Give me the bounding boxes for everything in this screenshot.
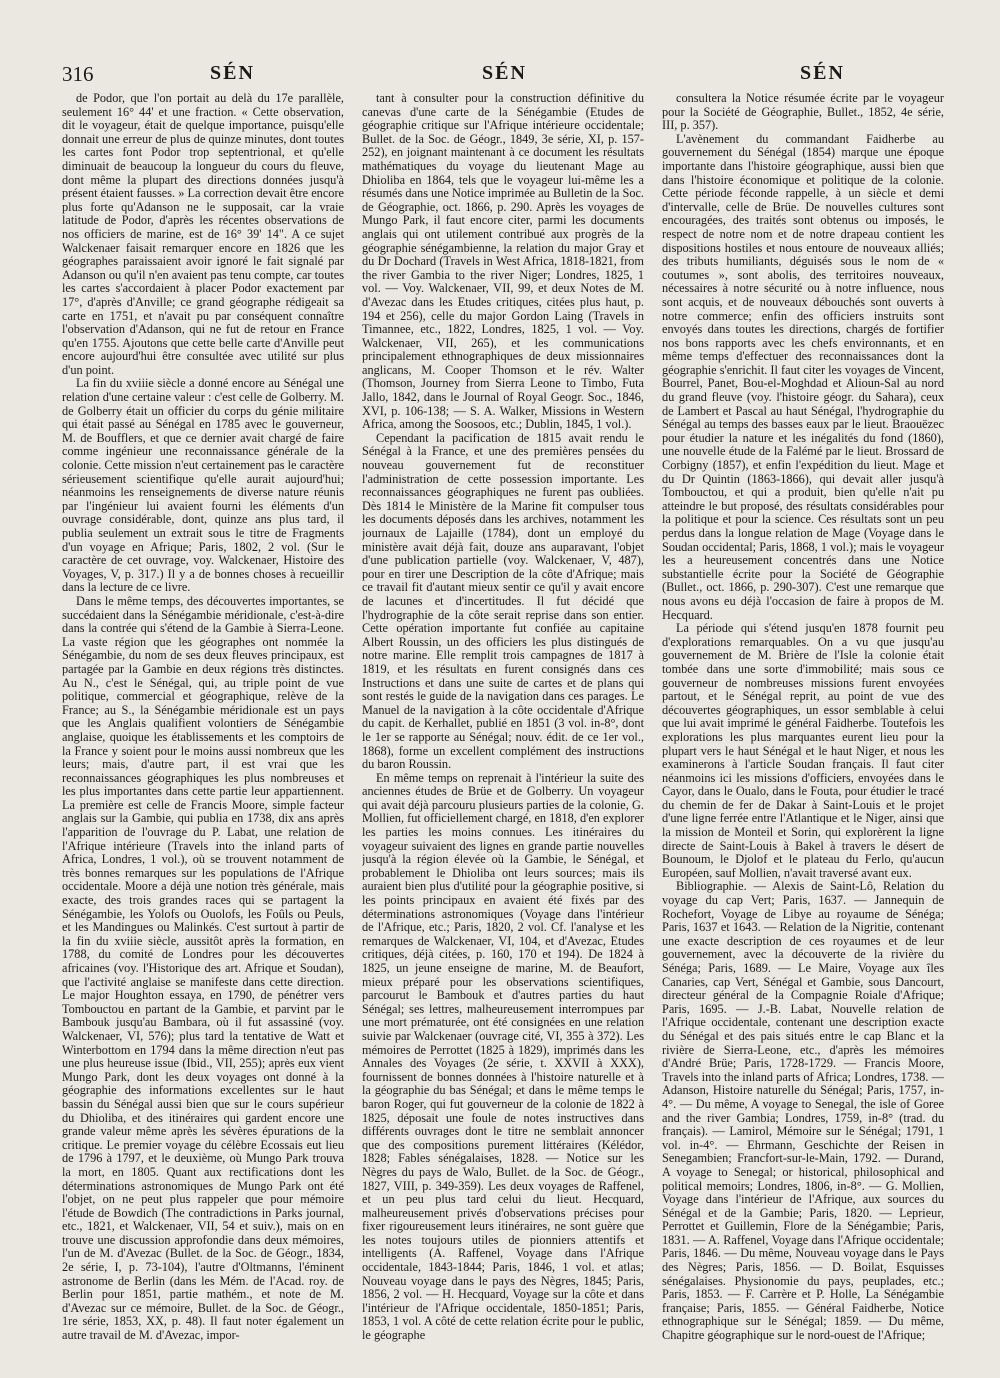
running-head-center: SÉN (482, 62, 527, 84)
paragraph: La période qui s'étend jusqu'en 1878 fournit peu d'explorations remarquables. On a vu que jusqu'au gouvernement de M. Brière de l'Isle la colonie était tombée dans une sorte d'immobilité; mais sous ce gouverneur de nombreuses missions furent envoyées partout, et le Sénégal reprit, au point de vue des découvertes géographiques, un essor semblable à celui que lui avait imprimé le général Faidherbe. Toutefois les explorations les plus marquantes eurent lieu pour la plupart vers le haut Sénégal et le haut Niger, et nous les examinerons à l'article Soudan français. Il faut citer néanmoins ici les missions d'officiers, envoyées dans le Cayor, dans le Oualo, dans le Fouta, pour étudier le tracé du chemin de fer de Dakar à Saint-Louis et le projet d'une ligne ferrée entre l'Atlantique et le Niger, ainsi que la mission de Monteil et Sorin, qui explorèrent la ligne directe de Saint-Louis à Bakel à travers le désert de Bounoum, le Djolof et le plateau du Ferlo, qu'aucun Européen, sauf Mollien, n'avait traversé avant eux. (662, 621, 944, 880)
paragraph: L'avènement du commandant Faidherbe au gouvernement du Sénégal (1854) marque une époque importante dans l'histoire géographique, aussi bien que dans l'histoire économique et politique de la colonie. Cette période féconde rappelle, à un siècle et demi d'intervalle, celle de Brüe. De nouvelles cultures sont encouragées, des traités sont obtenus ou imposés, le respect de notre nom et de notre drapeau contient les dispositions hostiles et nous entoure de nouveaux alliés; des tributs humiliants, déguisés sous le nom de « coutumes », sont abolis, des territoires nouveaux, nécessaires à notre sécurité ou à notre influence, nous sont acquis, et de nouveaux débouchés sont ouverts à notre commerce; enfin des officiers instruits sont envoyés dans toutes les directions, chargés de fortifier nos bons rapports avec les chefs environnants, et en même temps d'effectuer des reconnaissances dont la géographie s'enrichit. Il faut citer les voyages de Vincent, Bourrel, Panet, Bou-el-Moghdad et Alioun-Sal au nord du grand fleuve (voy. l'histoire géogr. du Sahara), ceux de Lambert et Pascal au haut Sénégal, l'hydrographie du Sénégal au temps des basses eaux par le lieut. Braouëzec pour étudier la nature et les inégalités du fond (1860), une nouvelle étude de la Falémé par le lieut. Brossard de Corbigny (1857), et enfin l'expédition du lieut. Mage et du Dr Quintin (1863-1866), qui devait aller jusqu'à Tombouctou, et qui a produit, bien qu'elle n'ait pu atteindre le but proposé, des résultats considérables pour la politique et pour la science. Ces résultats sont un peu perdus dans la longue relation de Mage (Voyage dans le Soudan occidental; Paris, 1868, 1 vol.); mais le voyageur les a heureusement concentrés dans une Notice substantielle écrite pour la Société de Géographie (Bullet., oct. 1866, p. 290-307). C'est une remarque que nous avons eu déjà l'occasion de faire à propos de M. Hecquard. (662, 131, 944, 622)
running-head-left: SÉN (210, 62, 255, 84)
column-right (662, 92, 944, 1362)
paragraph: tant à consulter pour la construction définitive du canevas d'une carte de la Sénégambie (Etudes de géographie critique sur l'Afrique intérieure occidentale; Bullet. de la Soc. de Géogr., 1849, 3e série, XI, p. 157-252), en joignant maintenant à ce document les résultats mathématiques du voyage du lieutenant Mage au Dhioliba en 1864, tels que le voyageur lui-même les a résumés dans une Notice imprimée au Bulletin de la Soc. de Géographie, oct. 1866, p. 290. Après les voyages de Mungo Park, il faut encore citer, parmi les documents anglais qui ont utilement contribué aux progrès de la géographie sénégambienne, la relation du major Gray et du Dr Dochard (Travels in West Africa, 1818-1821, from the river Gambia to the river Niger; Londres, 1825, 1 vol. — Voy. Walckenaer, VII, 99, et deux Notes de M. d'Avezac dans les Etudes critiques, citées plus haut, p. 194 et 256), celle du major Gordon Laing (Travels in Timannee, etc., 1822, Londres, 1825, 1 vol. — Voy. Walckenaer, VII, 265), et les communications principalement ethnographiques de deux missionnaires anglicans, M. Cooper Thomson et le rév. Walter (Thomson, Journey from Sierra Leone to Timbo, Futa Jallo, 1842, dans le Journal of Royal Geogr. Soc., 1846, XVI, p. 106-138; — S. A. Walker, Missions in Western Africa, among the Soosoos, etc.; Dublin, 1845, 1 vol.). (362, 92, 644, 432)
paragraph: Cependant la pacification de 1815 avait rendu le Sénégal à la France, et une des premières pensées du nouveau gouvernement fut de reconstituer l'administration de cette possession importante. Les reconnaissances géographiques ne furent pas oubliées. Dès 1814 le Ministère de la Marine fit compulser tous les documents déposés dans les archives, notamment les journaux de Lajaille (1784), dont un employé du ministère avait déjà fait, douze ans auparavant, l'objet d'une publication partielle (voy. Walckenaer, V, 487), pour en tirer une Description de la côte d'Afrique; mais ce travail fit d'autant mieux sentir ce qu'il y avait encore de lacunes et d'incertitudes. Il fut décidé que l'hydrographie de la côte serait reprise dans son entier. Cette opération importante fut confiée au capitaine Albert Roussin, un des officiers les plus distingués de notre marine. Elle remplit trois campagnes de 1817 à 1819, et les résultats en furent consignés dans ces Instructions et dans une suite de cartes et de plans qui sont restés le guide de la navigation dans ces parages. Le Manuel de la navigation à la côte occidentale d'Afrique du capit. de Kerhallet, publié en 1851 (3 vol. in-8°, dont le 1er se rapporte au Sénégal; nouv. édit. de ce 1er vol., 1868), forme un excellent complément des instructions du baron Roussin. (362, 430, 644, 772)
column-left (62, 92, 344, 1362)
page-number: 316 (62, 62, 94, 86)
paragraph: En même temps on reprenait à l'intérieur la suite des anciennes études de Brüe et de Golberry. Un voyageur qui avait déjà parcouru plusieurs parties de la colonie, G. Mollien, fut officiellement chargé, en 1818, d'en explorer les parties les moins connues. Les itinéraires du voyageur suivaient des lignes en grande partie nouvelles jusqu'à la région élevée où la Gambie, le Sénégal, et probablement le Dhioliba ont leurs sources; mais ils auraient bien plus d'utilité pour la géographie positive, si les points principaux en avaient été fixés par des déterminations astronomiques (Voyage dans l'intérieur de l'Afrique, etc.; Paris, 1820, 2 vol. Cf. l'analyse et les remarques de Walckenaer, VI, 104, et d'Avezac, Etudes critiques, déjà citées, p. 160, 170 et 194). De 1824 à 1825, un jeune enseigne de marine, M. de Beaufort, mieux préparé pour les observations scientifiques, parcourut le Bambouk et d'autres parties du haut Sénégal; ses lettres, malheureusement interrompues par une mort prématurée, ont été consignées en une relation suivie par Walckenaer (ouvrage cité, VI, 355 à 372). Les mémoires de Perrottet (1825 à 1829), imprimés dans les Annales des Voyages (2e série, t. XXVII à XXX), fournissent de bonnes données à l'histoire naturelle et à la géographie du bas Sénégal; et dans le même temps le baron Roger, qui fut gouverneur de la colonie de 1822 à 1825, déposait une foule de notes instructives dans différents ouvrages dont le titre ne semblait annoncer que des compositions purement littéraires (Kélédor, 1828; Fables sénégalaises, 1828. — Notice sur les Nègres du pays de Walo, Bullet. de la Soc. de Géogr., 1827, VIII, p. 349-359). Les deux voyages de Raffenel, et un peu plus tard celui du lieut. Hecquard, malheureusement privés d'observations précises pour fixer rigoureusement leurs itinéraires, ne sont guère que les notes toujours utiles de pionniers attentifs et intelligents (A. Raffenel, Voyage dans l'Afrique occidentale, 1843-1844; Paris, 1846, 1 vol. et atlas; Nouveau voyage dans le pays des Nègres, 1845; Paris, 1856, 2 vol. — H. Hecquard, Voyage sur la côte et dans l'intérieur de l'Afrique occidentale, 1850-1851; Paris, 1853, 1 vol. A côté de cette relation écrite pour le public, le géographe (362, 770, 644, 1343)
text-columns (62, 92, 944, 1362)
running-head-right: SÉN (800, 62, 845, 84)
column-middle (362, 92, 644, 1362)
paragraph: consultera la Notice résumée écrite par le voyageur pour la Société de Géographie, Bullet., 1852, 4e série, III, p. 357). (662, 92, 944, 133)
running-head (62, 62, 945, 88)
bibliography-paragraph: Bibliographie. — Alexis de Saint-Lô, Relation du voyage du cap Vert; Paris, 1637. — Jannequin de Rochefort, Voyage de Libye au royaume de Sénéga; Paris, 1637 et 1643. — Relation de la Nigritie, contenant une exacte description de ces royaumes et de leur gouvernement, avec la découverte de la rivière du Sénéga; Paris, 1689. — Le Maire, Voyage aux îles Canaries, cap Vert, Sénégal et Gambie, sous Dancourt, directeur général de la Compagnie Roiale d'Afrique; Paris, 1695. — J.-B. Labat, Nouvelle relation de l'Afrique occidentale, contenant une description exacte du Sénégal et des pais situés entre le cap Blanc et la rivière de Sierra-Leone, etc., d'après les mémoires d'André Brüe; Paris, 1728-1729. — Francis Moore, Travels into the inland parts of Africa; Londres, 1738. — Adanson, Histoire naturelle du Sénégal; Paris, 1757, in-4°. — Du même, A voyage to Senegal, the isle of Goree and the river Gambia; Londres, 1759, in-8° (trad. du français). — Lamirol, Mémoire sur le Sénégal; 1791, 1 vol. in-4°. — Ehrmann, Geschichte der Reisen in Senegambien; Francfort-sur-le-Main, 1792. — Durand, A voyage to Senegal; or historical, philosophical and political memoirs; Londres, 1806, in-8°. — G. Mollien, Voyage dans l'intérieur de l'Afrique, aux sources du Sénégal et de la Gambie; Paris, 1820. — Leprieur, Perrottet et Guillemin, Flore de la Sénégambie; Paris, 1831. — A. Raffenel, Voyage dans l'Afrique occidentale; Paris, 1846. — Du même, Nouveau voyage dans le Pays des Nègres; Paris, 1856. — D. Boilat, Esquisses sénégalaises. Physionomie du pays, peuplades, etc.; Paris, 1853. — F. Carrère et P. Holle, La Sénégambie française; Paris, 1855. — Général Faidherbe, Notice ethnographique sur le Sénégal; 1859. — Du même, Chapitre géographique sur le nord-ouest de l'Afrique; (662, 879, 944, 1343)
paragraph: de Podor, que l'on portait au delà du 17e parallèle, seulement 16° 44' et une fraction. « Cette observation, dit le voyageur, était de quelque importance, puisqu'elle donnait une erreur de plus de quinze minutes, dont toutes les cartes font Podor trop septentrional, et qu'elle diminuait de beaucoup la longueur du cours du fleuve, dont même la plupart des directions données jusqu'à présent étaient fausses. » La correction devait être encore plus forte qu'Adanson ne le supposait, car la vraie latitude de Podor, d'après les récentes observations de nos officiers de marine, est de 16° 39' 14". A ce sujet Walckenaer faisait remarquer encore en 1826 que les géographes paraissaient avoir ignoré le fait signalé par Adanson ou qu'il n'en avaient pas tenu compte, car toutes les cartes s'accordaient à placer Podor exactement par 17°, d'après d'Anville; ce grand géographe rédigeait sa carte en 1751, et n'avait pu par conséquent connaître l'observation d'Adanson, qui ne fut de retour en France qu'en 1755. Ajoutons que cette belle carte d'Anville peut encore aujourd'hui être consultée avec utilité sur plus d'un point. (62, 92, 344, 377)
paragraph: Dans le même temps, des découvertes importantes, se succédaient dans la Sénégambie méridionale, c'est-à-dire dans la contrée qui s'étend de la Gambie à Sierra-Leone. La vaste région que les géographes ont nommée la Sénégambie, du nom de ses deux fleuves principaux, est partagée par la Gambie en deux régions très distinctes. Au N., c'est le Sénégal, qui, au triple point de vue politique, commercial et géographique, relève de la France; au S., la Sénégambie méridionale est un pays que les Anglais qualifient volontiers de Sénégambie anglaise, quoique les établissements et les comptoirs de la France y soient pour le moins aussi nombreux que les leurs; mais, d'autre part, il est vrai que les reconnaissances géographiques les plus nombreuses et les plus importantes dans cette partie leur appartiennent. La première est celle de Francis Moore, simple facteur anglais sur la Gambie, qui publia en 1738, dix ans après l'apparition de l'ouvrage du P. Labat, une relation de l'Afrique intérieure (Travels into the inland parts of Africa, Londres, 1 vol.), où se trouvent notamment de très bonnes remarques sur les populations de l'Afrique occidentale. Moore a déjà une notion très générale, mais exacte, des trois grandes races qui se partagent la Sénégambie, les Yolofs ou Ouolofs, les Foûls ou Peuls, et les Mandingues ou Malinkés. C'est surtout à partir de la fin du xviiie siècle, aussitôt après la formation, en 1788, du comité de Londres pour les découvertes africaines (voy. l'Historique des art. Afrique et Soudan), que l'activité anglaise se manifeste dans cette direction. Le major Houghton essaya, en 1790, de pénétrer vers Tombouctou en partant de la Gambie, et parvint par le Bambouk jusqu'au Bambara, où il fut assassiné (voy. Walckenaer, VI, 576); plus tard la tentative de Watt et Winterbottom en 1794 dans la même direction n'eut pas une plus heureuse issue (Ibid., VII, 255); après eux vient Mungo Park, dont les deux voyages ont donné à la géographie des informations excellentes sur le haut bassin du Sénégal aussi bien que sur le cours supérieur du Dhioliba, et des itinéraires qui gardent encore une grande valeur même après les sévères épurations de la critique. Le premier voyage du célèbre Ecossais eut lieu de 1796 à 1797, et le deuxième, où Mungo Park trouva la mort, en 1805. Quant aux rectifications dont les déterminations astronomiques de Mungo Park ont été l'objet, on ne peut plus rappeler que pour mémoire l'étude de Bowdich (The contradictions in Parks journal, etc., 1821, et Walckenaer, VII, 54 et suiv.), mais on en trouve une discussion approfondie dans deux mémoires, l'un de M. d'Avezac (Bullet. de la Soc. de Géogr., 1834, 2e série, I, p. 73-104), l'autre d'Oltmanns, l'éminent astronome de Berlin (dans les Mém. de l'Acad. roy. de Berlin pour 1851, partie mathém., et note de M. d'Avezac sur ce mémoire, Bullet. de la Soc. de Géogr., 1re série, 1853, XX, p. 48). Il faut noter également un autre travail de M. d'Avezac, impor- (62, 593, 344, 1343)
paragraph: La fin du xviiie siècle a donné encore au Sénégal une relation d'une certaine valeur : c'est celle de Golberry. M. de Golberry était un officier du corps du génie militaire qui était passé au Sénégal en 1785 avec le gouverneur, M. de Boufflers, et que ce dernier avait chargé de faire comme ingénieur une reconnaissance générale de la colonie. Cette mission n'eut certainement pas le caractère sérieusement scientifique qu'elle aurait aujourd'hui; néanmoins les renseignements de diverse nature réunis par l'ingénieur lui avaient fourni les éléments d'un ouvrage considérable, dont, quinze ans plus tard, il publia seulement un extrait sous le titre de Fragments d'un voyage en Afrique; Paris, 1802, 2 vol. (Sur le caractère de cet ouvrage, voy. Walckenaer, Histoire des Voyages, V, p. 317.) Il y a de bonnes choses à recueillir dans la lecture de ce livre. (62, 376, 344, 595)
